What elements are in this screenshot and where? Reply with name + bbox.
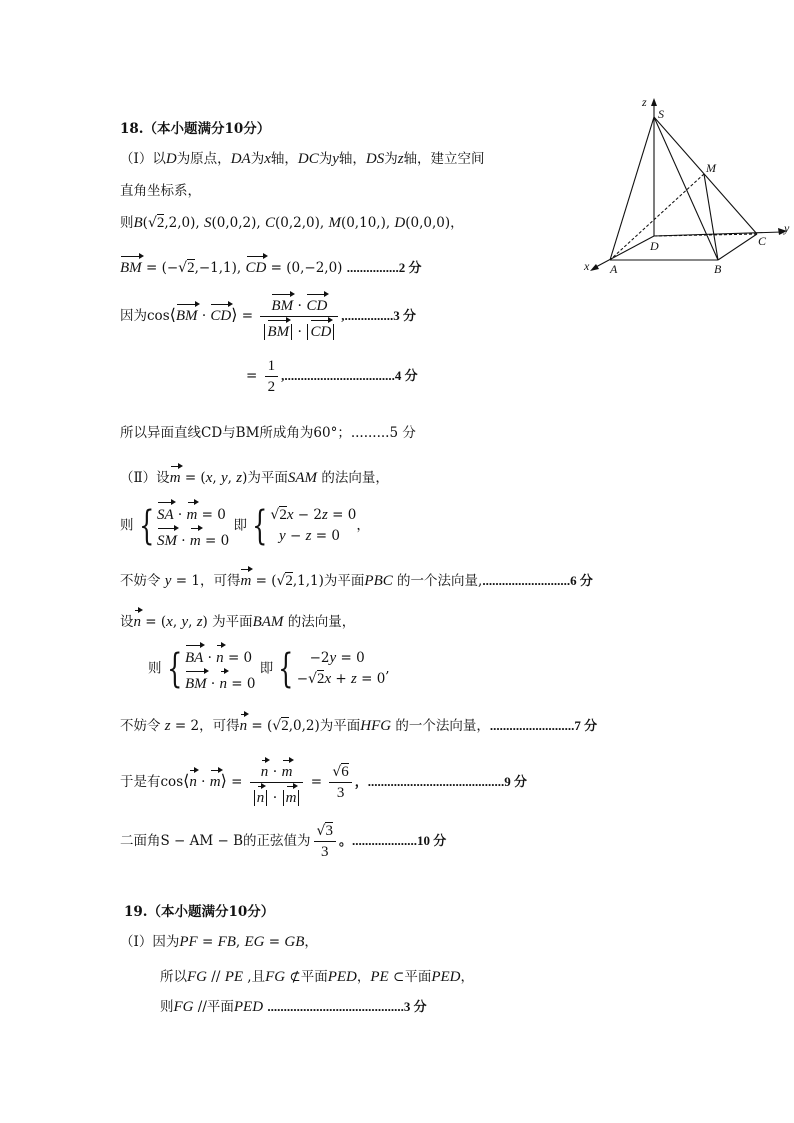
- label-x: x: [584, 259, 590, 273]
- q18-cos-nm-line: 于是有cos⟨n · m⟩ = $\frac{n \cdot m}{n \cdot m}$ = $\frac{√6}{3}$ ，..........................................9 分: [120, 758, 527, 807]
- label-m: M: [706, 161, 716, 175]
- label-c: C: [758, 234, 767, 248]
- edge-sb: [654, 117, 718, 260]
- q18-sine-line: 二面角S − AM − B的正弦值为 $\frac{√3}{3}$ 。....................10 分: [120, 823, 447, 860]
- q18-cos-line: 因为cos⟨BM · CD⟩ = $\frac{BM \cdot CD}{BM \cdot CD}$ ,...............3 分: [120, 292, 416, 341]
- q18-system-sam: 则 { SA · m = 0 SM · m = 0 即 { √2x − 2z = 0 y − z = 0 ，: [120, 500, 370, 552]
- q19-heading: 19.（本小题满分10分）: [124, 904, 275, 920]
- q18-vectors-line: BM = (−√2,−1,1), CD = (0,−2,0) ................2 分: [120, 254, 422, 277]
- q18-normal-n-intro: 设n = (x, y, z) 为平面BAM 的法向量，: [120, 608, 355, 631]
- edge-sc: [654, 117, 757, 234]
- q19-line2: 所以FG // PE ,且FG ⊄平面PED，PE ⊂平面PED，: [160, 969, 474, 985]
- label-d: D: [650, 239, 659, 253]
- q18-cos-result: = $\frac{1}{2}$ ,..................................4 分: [246, 358, 418, 395]
- q19-line1: （Ⅰ）因为PF = FB, EG = GB，: [120, 934, 318, 950]
- edge-bc: [718, 234, 757, 260]
- q18-coordinates-line: 则B(√2,2,0), S(0,0,2), C(0,2,0), M(0,10,), D(0,0,0)，: [120, 215, 464, 231]
- q18-normal-m-line: 不妨令 y = 1，可得m = (√2,1,1)为平面PBC 的一个法向量,...........................6 分: [120, 567, 593, 590]
- label-s: S: [658, 107, 664, 121]
- x-axis: [594, 236, 654, 268]
- label-y: y: [784, 221, 790, 235]
- q19-line3: 则FG //平面PED ..........................................3 分: [160, 999, 427, 1015]
- q18-part1-line2: 直角坐标系，: [120, 183, 201, 199]
- pyramid-figure: [582, 90, 794, 280]
- label-a: A: [610, 262, 618, 276]
- q18-part1-line1: （Ⅰ）以D为原点，DA为x轴，DC为y轴，DS为z轴，建立空间: [120, 151, 485, 167]
- label-b: B: [714, 262, 722, 276]
- q18-part2-line1: （Ⅱ）设m = (x, y, z)为平面SAM 的法向量，: [120, 464, 389, 487]
- edge-sa: [610, 117, 654, 260]
- q18-angle-conclusion: 所以异面直线CD与BM所成角为60°；.........5 分: [120, 425, 416, 441]
- q18-heading: 18.（本小题满分10分）: [120, 121, 271, 137]
- label-z: z: [642, 95, 647, 109]
- q18-system-bam: 则 { BA · n = 0 BM · n = 0 即 { −2y = 0 −√2x + z = 0 ,: [148, 643, 390, 695]
- q18-normal-n-line: 不妨令 z = 2，可得n = (√2,0,2)为平面HFG 的一个法向量，..........................7 分: [120, 712, 597, 735]
